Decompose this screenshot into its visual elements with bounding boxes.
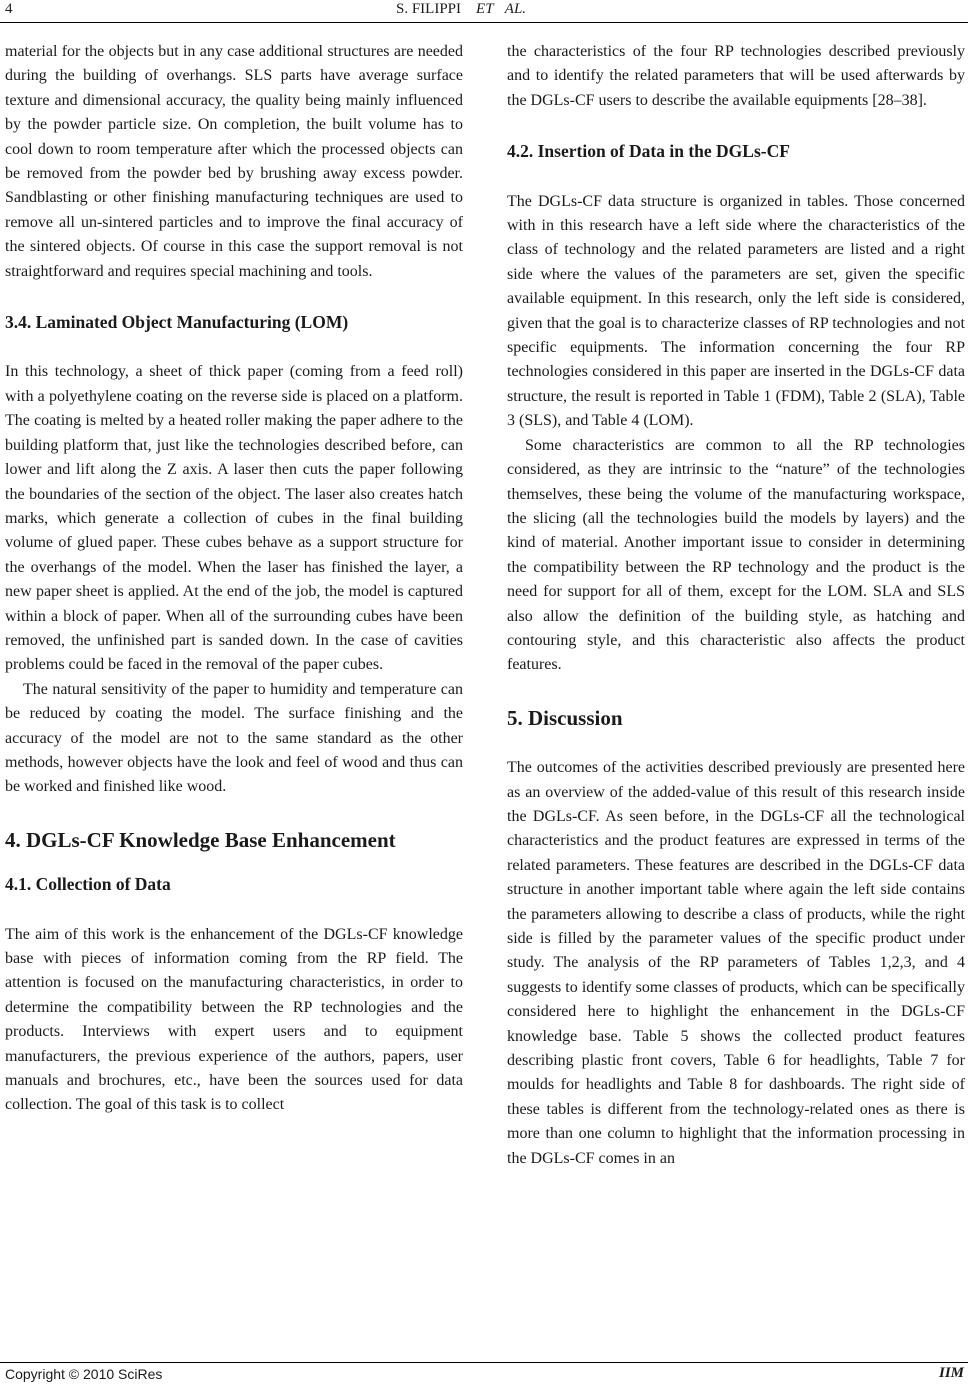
journal-abbreviation: IIM xyxy=(938,1365,964,1381)
paragraph-lom-sensitivity: The natural sensitivity of the paper to humidity and temperature can be reduced by coating the model. The surface finishing and the accuracy of the model are not to the same standard as the other methods, however objects have the look and feel of wood and thus can be worked and finished like wood. xyxy=(5,680,463,796)
paragraph-collection-continued: the characteristics of the four RP technologies described previously and to identify the related parameters that will be used afterwards by the DGLs-CF users to describe the available equipments [28–38]. xyxy=(507,43,965,109)
section-heading-collection: 4.1. Collection of Data xyxy=(5,874,171,895)
paragraph-collection: The aim of this work is the enhancement of the DGLs-CF knowledge base with pieces of information coming from the RP field. The attention is focused on the manufacturing characteristics, in order to determine the compatibility between the RP technologies and the products. Interviews with expert users and to equipment manufacturers, the previous experience of the authors, papers, user manuals and brochures, etc., have been the sources used for data collection. The goal of this task is to collect xyxy=(5,925,463,1114)
right-column xyxy=(507,40,965,1171)
running-head-al: AL. xyxy=(504,1,527,17)
paragraph-sls-finishing: material for the objects but in any case additional structures are needed during the building of overhangs. SLS parts have average surface texture and dimensional accuracy, the quality being mainly influenced by the powder particle size. On completion, the built volume has to cool down to room temperature after which the processed objects can be removed from the powder bed by brushing away excess powder. Sandblasting or other finishing manufacturing techniques are used to remove all un-sintered particles and to improve the final accuracy of the sintered objects. Of course in this case the support removal is not straightforward and requires special machining and tools. xyxy=(5,43,463,280)
chapter-heading-knowledge-base: 4. DGLs-CF Knowledge Base Enhancement xyxy=(5,827,396,852)
copyright-notice: Copyright © 2010 SciRes xyxy=(5,1366,163,1382)
paragraph-data-structure: The DGLs-CF data structure is organized in tables. Those concerned with in this research have a left side where the characteristics of the class of technology and the related parameters are listed and a right side where the values of the parameters are set, given the specific available equipment. In this research, only the left side is considered, given that the goal is to characterize classes of RP technologies and not specific equipments. The information concerning the four RP technologies considered in this paper are inserted in the DGLs-CF data structure, the result is reported in Table 1 (FDM), Table 2 (SLA), Table 3 (SLS), and Table 4 (LOM). xyxy=(507,192,965,430)
paragraph-lom-process: In this technology, a sheet of thick paper (coming from a feed roll) with a polyethylene coating on the reverse side is placed on a platform. The coating is melted by a heated roller making the paper adhere to the building platform that, just like the technologies described before, can lower and lift along the Z axis. A laser then cuts the paper following the boundaries of the section of the object. The laser also creates hatch marks, which generate a collection of cubes in the final building volume of glued paper. These cubes behave as a support structure for the overhangs of the model. When the laser has finished the layer, a new paper sheet is applied. At the end of the job, the model is captured within a block of paper. When all of the surrounding cubes have been removed, the unfinished part is sanded down. In the case of cavities problems could be faced in the removal of the paper cubes. xyxy=(5,363,463,674)
paragraph-common-characteristics: Some characteristics are common to all the RP technologies considered, as they are intrinsic to the “nature” of the technologies themselves, these being the volume of the manufacturing workspace, the slicing (all the technologies build the models by layers) and the kind of material. Another important issue to consider in determining the compatibility between the RP technology and the product is the need for support for all of them, except for the LOM. SLA and SLS also allow the definition of the building style, as hatching and contouring style, and this characteristic also affects the product features. xyxy=(507,436,965,674)
paragraph-discussion: The outcomes of the activities described previously are presented here as an overview of the added-value of this result of this research inside the DGLs-CF. As seen before, in the DGLs-CF all the technological characteristics and the product features are expressed in terms of the related parameters. These features are described in the DGLs-CF data structure in another important table where again the left side contains the parameters allowing to describe a class of products, while the right side is filled by the parameter values of the specific product under study. The analysis of the RP parameters of Tables 1,2,3, and 4 suggests to identify some classes of products, which can be specifically considered here to highlight the enhancement in the DGLs-CF knowledge base. Table 5 shows the collected product features describing plastic front covers, Table 6 for headlights, Table 7 for moulds for headlights and Table 8 for dashboards. The right side of these tables is different from the technology-related ones as there is more than one column to highlight that the information processing in the DGLs-CF comes in an xyxy=(507,759,965,1167)
running-head-et: ET xyxy=(476,1,494,17)
page-number: 4 xyxy=(5,1,13,17)
running-head-author: S. FILIPPI xyxy=(396,1,462,17)
section-heading-insertion: 4.2. Insertion of Data in the DGLs-CF xyxy=(507,141,790,162)
left-column xyxy=(5,40,463,1118)
page-footer xyxy=(0,1362,968,1387)
chapter-heading-discussion: 5. Discussion xyxy=(507,705,623,730)
running-head xyxy=(396,1,526,18)
page-header xyxy=(0,0,968,23)
section-heading-lom: 3.4. Laminated Object Manufacturing (LOM) xyxy=(5,312,349,333)
